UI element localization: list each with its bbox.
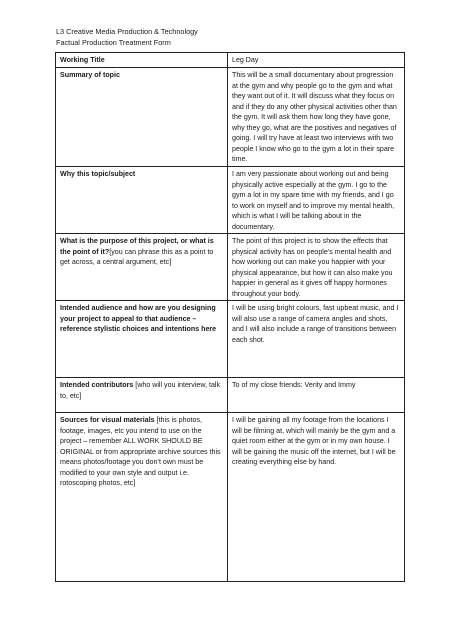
answer-working-title: Leg Day [228, 53, 405, 68]
label-summary-of-topic: Summary of topic [60, 71, 120, 79]
treatment-form-table [55, 52, 405, 582]
answer-why-this-topic: I am very passionate about working out and being physically active especially at the gym. I go to the gym a lot in my spare time with my friends, and I go to work on myself and to improve my mental health, which is what I will be talking about in the documentary. [228, 167, 405, 234]
label-intended-contributors: Intended contributors [60, 381, 134, 389]
label-cell [56, 234, 228, 301]
document-header [56, 26, 198, 48]
label-why-this-topic: Why this topic/subject [60, 170, 136, 178]
label-cell [56, 68, 228, 167]
form-title: Factual Production Treatment Form [56, 38, 171, 47]
row-sources-visual-materials [56, 413, 405, 582]
row-purpose [56, 234, 405, 301]
row-summary-of-topic [56, 68, 405, 167]
answer-summary-of-topic: This will be a small documentary about progression at the gym and why people go to the gym and what they want out of it. It will discuss what they focus on and if they do any other physical activities other than the gym. It will ask them how long they have gone, why they go, what are the positives and negatives of going. I will try have at least two interviews with two people I know who go to the gym a lot in their spare time. [228, 68, 405, 167]
answer-sources-visual-materials: I will be gaining all my footage from the locations I will be filming at, which will mainly be the gym and a quiet room either at the gym or in my own house. I will be gaining the music off the internet, but I will be creating everything else by hand. [228, 413, 405, 582]
label-working-title: Working Title [60, 56, 105, 64]
label-cell [56, 301, 228, 378]
row-intended-contributors [56, 378, 405, 413]
row-working-title [56, 53, 405, 68]
label-hint: [you can phrase this as a point to get across, a central argument, etc] [60, 247, 214, 266]
label-cell [56, 53, 228, 68]
label-hint: [who will you interview, talk to, etc] [60, 381, 221, 400]
label-intended-audience: Intended audience and how are you designing your project to appeal to that audience – reference stylistic choices and intentions here [60, 304, 217, 333]
row-why-this-topic [56, 167, 405, 234]
answer-purpose: The point of this project is to show the effects that physical activity has on people’s mental health and how working out can make you happier with your physical appearance, but how it can also make you happier in general as it gives off happy hormones throughout your body. [228, 234, 405, 301]
label-purpose: What is the purpose of this project, or what is the point of it? [60, 237, 214, 256]
answer-intended-contributors: To of my close friends: Verity and Immy [228, 378, 405, 413]
row-intended-audience [56, 301, 405, 378]
label-cell [56, 378, 228, 413]
label-cell [56, 167, 228, 234]
label-sources-visual-materials: Sources for visual materials [60, 416, 155, 424]
label-hint: [this is photos, footage, images, etc you intend to use on the project – remember ALL WORK SHOULD BE ORIGINAL or from appropriate archive sources this means photos/footage you don’t own must be modified to your own style and output i.e. rotoscoping photos, etc] [60, 416, 221, 487]
answer-intended-audience: I will be using bright colours, fast upbeat music, and I will also use a range of camera angles and shots, and I will also include a range of transitions between each shot. [228, 301, 405, 378]
label-cell [56, 413, 228, 582]
course-title: L3 Creative Media Production & Technology [56, 27, 198, 36]
